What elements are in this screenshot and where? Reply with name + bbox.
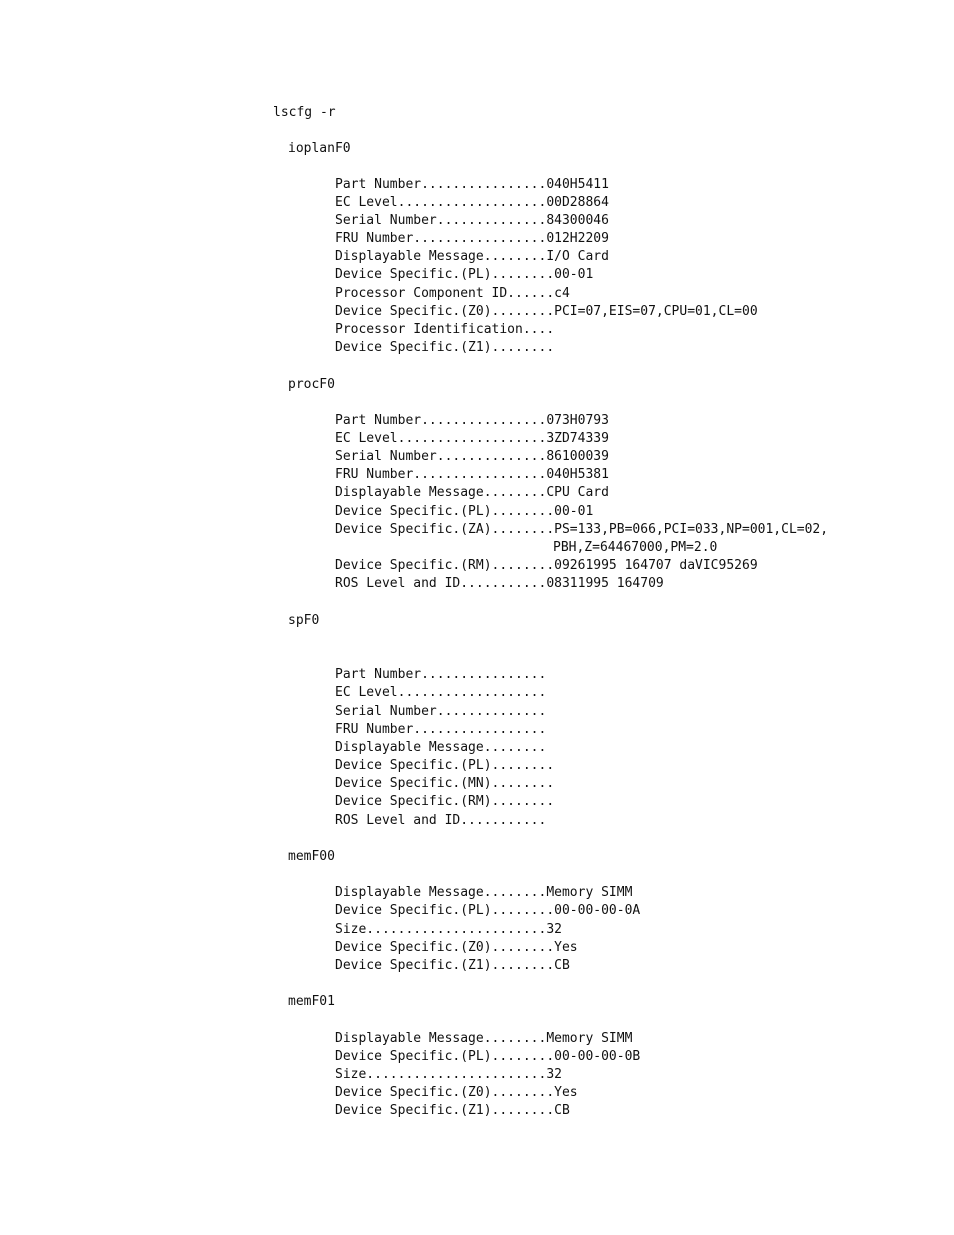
vpd-line: FRU Number.................012H2209 [335, 231, 609, 246]
vpd-line: Serial Number..............84300046 [335, 213, 609, 228]
vpd-line: ROS Level and ID...........08311995 164709 [335, 576, 664, 591]
device-header-memf01: memF01 [288, 994, 335, 1009]
vpd-line: Displayable Message........I/O Card [335, 249, 609, 264]
vpd-line: Processor Component ID......c4 [335, 286, 570, 301]
vpd-line: Displayable Message........Memory SIMM [335, 885, 633, 900]
device-header-spf0: spF0 [288, 613, 320, 628]
vpd-line: Device Specific.(Z1)........ [335, 340, 555, 355]
vpd-line: Device Specific.(Z1)........CB [335, 958, 570, 973]
vpd-line: Part Number................040H5411 [335, 177, 609, 192]
device-header-ioplanf0: ioplanF0 [288, 141, 351, 156]
vpd-line: Device Specific.(PL)........00-00-00-0A [335, 903, 641, 918]
vpd-line: Device Specific.(RM)........ [335, 794, 555, 809]
vpd-line: ROS Level and ID........... [335, 813, 547, 828]
vpd-line: Processor Identification.... [335, 322, 555, 337]
vpd-line: EC Level...................3ZD74339 [335, 431, 609, 446]
vpd-line: Device Specific.(PL)........00-01 [335, 504, 594, 519]
vpd-line: Displayable Message........ [335, 740, 547, 755]
vpd-line: Size.......................32 [335, 922, 562, 937]
vpd-line: Device Specific.(PL)........00-00-00-0B [335, 1049, 641, 1064]
vpd-line: Size.......................32 [335, 1067, 562, 1082]
vpd-line: Serial Number..............86100039 [335, 449, 609, 464]
vpd-line: Displayable Message........Memory SIMM [335, 1031, 633, 1046]
vpd-line: Device Specific.(ZA)........PS=133,PB=066,PCI=033,NP=001,CL=02, [335, 522, 829, 537]
vpd-line: Device Specific.(Z0)........Yes [335, 940, 578, 955]
vpd-line-continuation: PBH,Z=64467000,PM=2.0 [553, 540, 718, 555]
command-line: lscfg -r [273, 105, 336, 120]
vpd-line: Device Specific.(PL)........00-01 [335, 267, 594, 282]
vpd-line: EC Level................... [335, 685, 547, 700]
vpd-line: Part Number................073H0793 [335, 413, 609, 428]
vpd-line: EC Level...................00D28864 [335, 195, 609, 210]
vpd-line: Device Specific.(RM)........09261995 164707 daVIC95269 [335, 558, 758, 573]
device-header-memf00: memF00 [288, 849, 335, 864]
vpd-line: Serial Number.............. [335, 704, 547, 719]
vpd-line: Device Specific.(Z0)........Yes [335, 1085, 578, 1100]
vpd-line: Device Specific.(MN)........ [335, 776, 555, 791]
vpd-line: FRU Number.................040H5381 [335, 467, 609, 482]
vpd-line: Device Specific.(Z0)........PCI=07,EIS=07,CPU=01,CL=00 [335, 304, 758, 319]
vpd-line: FRU Number................. [335, 722, 547, 737]
device-header-procf0: procF0 [288, 377, 335, 392]
vpd-line: Device Specific.(Z1)........CB [335, 1103, 570, 1118]
vpd-line: Device Specific.(PL)........ [335, 758, 555, 773]
vpd-line: Displayable Message........CPU Card [335, 485, 609, 500]
vpd-line: Part Number................ [335, 667, 547, 682]
